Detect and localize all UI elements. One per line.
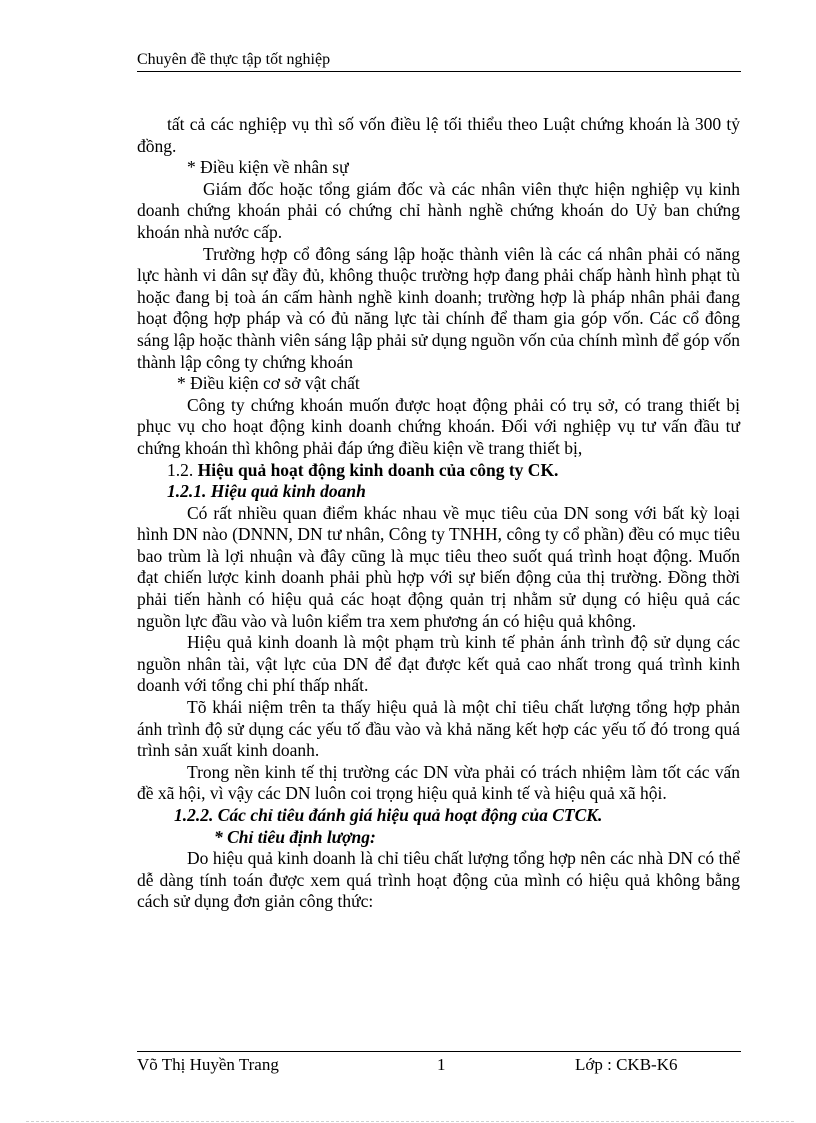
- section-heading-1-2: [137, 460, 740, 482]
- footer-divider: [137, 1051, 741, 1052]
- page-number: 1: [437, 1055, 446, 1074]
- paragraph: Hiệu quả kinh doanh là một phạm trù kinh tế phản ánh trình độ sử dụng các nguồn nhân tài, vật lực của DN để đạt được kết quả cao nhất trong quá trình kinh doanh với tổng chi phí thấp nhất.: [137, 632, 740, 696]
- footer-class: Lớp : CKB-K6: [575, 1055, 678, 1074]
- paragraph: Trong nền kinh tế thị trường các DN vừa phải có trách nhiệm làm tốt các vấn đề xã hội, vì vậy các DN luôn coi trọng hiệu quả kinh tế và hiệu quả xã hội.: [137, 761, 740, 804]
- paragraph: Giám đốc hoặc tổng giám đốc và các nhân viên thực hiện nghiệp vụ kinh doanh chứng khoán phải có chứng chỉ hành nghề chứng khoán do Uỷ ban chứng khoán nhà nước cấp.: [137, 178, 740, 242]
- section-number: 1.2.: [167, 459, 194, 480]
- paragraph: Có rất nhiều quan điểm khác nhau về mục tiêu của DN song với bất kỳ loại hình DN nào (DNNN, DN tư nhân, Công ty TNHH, công ty cổ phần) đều có mục tiêu bao trùm là lợi nhuận và đây cũng là mục tiêu theo suốt quá trình hoạt động. Muốn đạt chiến lược kinh doanh phải phù hợp với sự biến động của thị trường. Đồng thời phải tiến hành có hiệu quả các hoạt động quản trị nhằm sử dụng có hiệu quả các nguồn lực đầu vào và luôn kiểm tra xem phương án có hiệu quả không.: [137, 502, 740, 631]
- header-title: Chuyên đề thực tập tốt nghiệp: [137, 51, 331, 68]
- subsection-heading-1-2-2: 1.2.2. Các chỉ tiêu đánh giá hiệu quả hoạt động của CTCK.: [174, 805, 603, 825]
- document-body: [137, 114, 740, 913]
- section-title: Hiệu quả hoạt động kinh doanh của công ty CK.: [197, 459, 559, 480]
- heading-quantitative-criteria: * Chỉ tiêu định lượng:: [214, 826, 376, 847]
- paragraph: Tõ khái niệm trên ta thấy hiệu quả là một chỉ tiêu chất lượng tổng hợp phản ánh trình độ sử dụng các yếu tố đầu vào và khả năng kết hợp các yếu tố đó trong quá trình sản xuất kinh doanh.: [137, 697, 740, 761]
- paragraph: Công ty chứng khoán muốn được hoạt động phải có trụ sở, có trang thiết bị phục vụ cho hoạt động kinh doanh chứng khoán. Đối với nghiệp vụ tư vấn đầu tư chứng khoán thì không phải đáp ứng điều kiện về trang thiết bị,: [137, 394, 740, 458]
- page-edge-divider: [26, 1121, 794, 1122]
- heading-facility-conditions: * Điều kiện cơ sở vật chất: [177, 373, 360, 394]
- page-footer: [137, 1054, 741, 1076]
- footer-author: Võ Thị Huyền Trang: [137, 1055, 279, 1074]
- paragraph: Do hiệu quả kinh doanh là chỉ tiêu chất lượng tổng hợp nên các nhà DN có thể dễ dàng tính toán được xem quá trình hoạt động của mình có hiệu quả không bằng cách sử dụng đơn giản công thức:: [137, 848, 740, 912]
- subsection-heading-1-2-1: 1.2.1. Hiệu quả kinh doanh: [167, 481, 366, 502]
- heading-staff-conditions: * Điều kiện về nhân sự: [187, 157, 349, 178]
- paragraph: tất cả các nghiệp vụ thì số vốn điều lệ tối thiểu theo Luật chứng khoán là 300 tỷ đồng.: [137, 114, 740, 156]
- page-header: [137, 50, 741, 72]
- paragraph: Trường hợp cổ đông sáng lập hoặc thành viên là các cá nhân phải có năng lực hành vi dân sự đầy đủ, không thuộc trường hợp đang phải chấp hành hình phạt tù hoặc đang bị toà án cấm hành nghề kinh doanh; trường hợp là pháp nhân phải đang hoạt động hợp pháp và có đủ năng lực tài chính để tham gia góp vốn. Các cổ đông sáng lập hoặc thành viên sáng lập phải sử dụng nguồn vốn của chính mình để góp vốn thành lập công ty chứng khoán: [137, 243, 740, 372]
